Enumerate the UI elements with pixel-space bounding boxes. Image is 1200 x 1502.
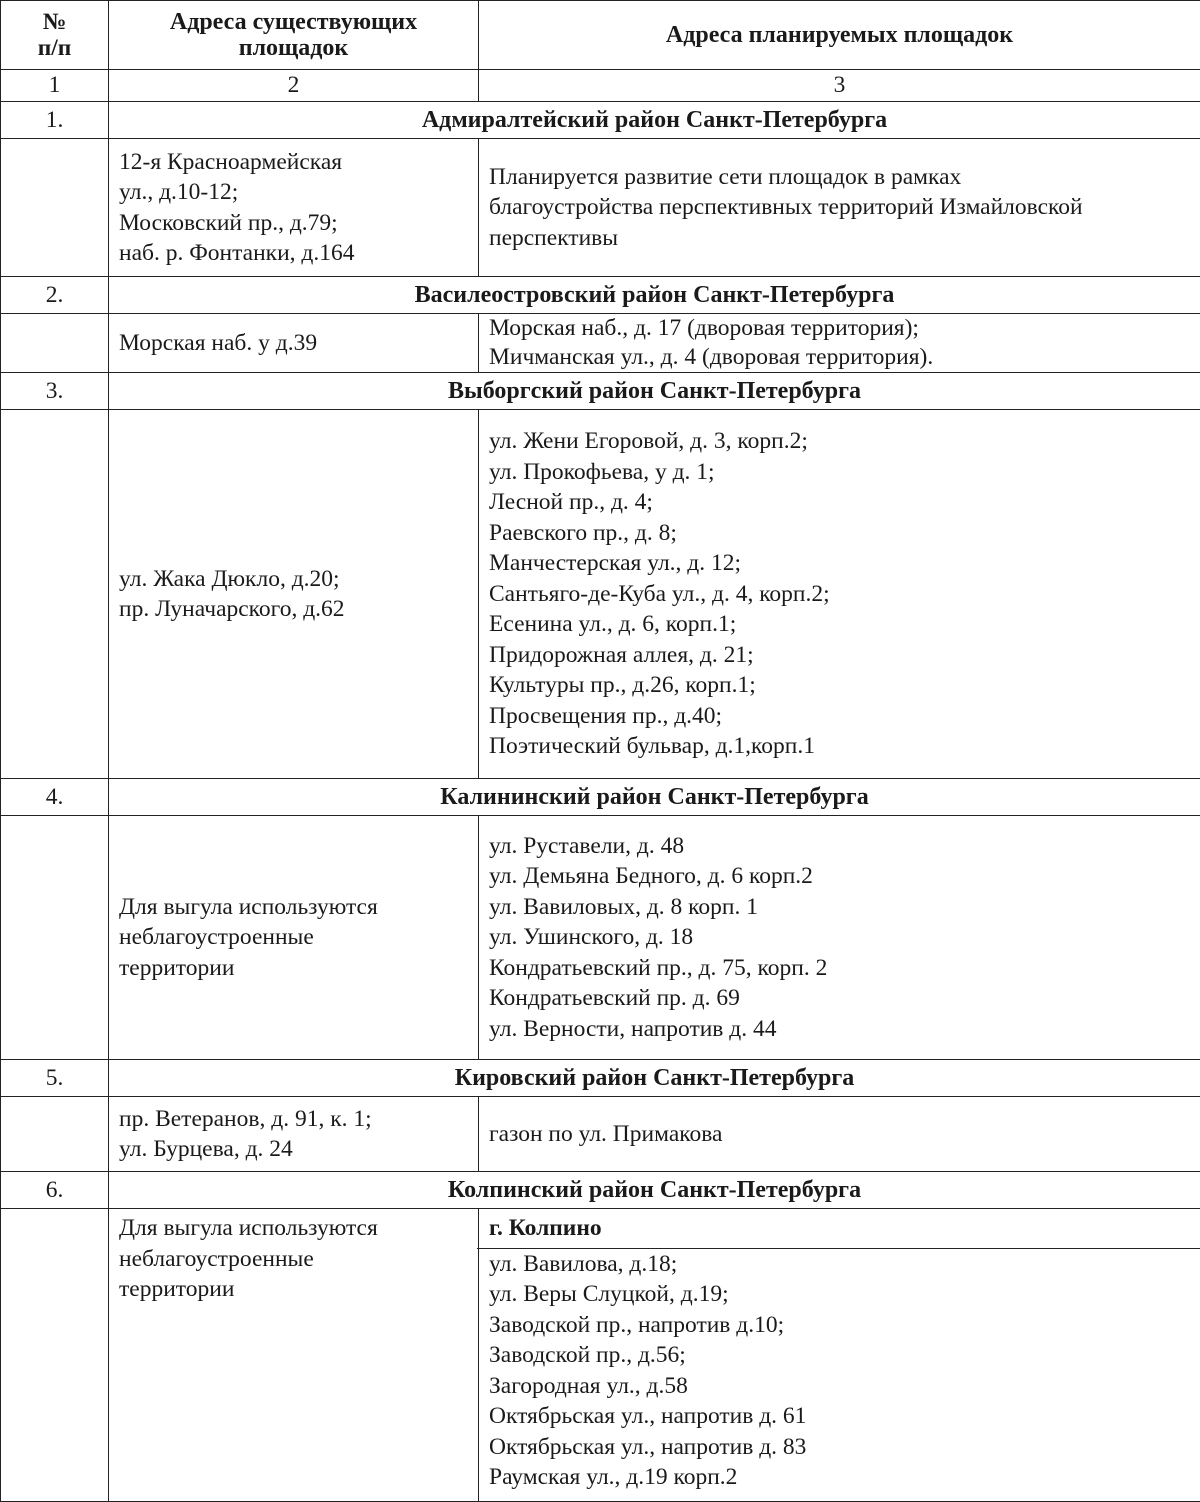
planned-addresses: Морская наб., д. 17 (дворовая территория); Мичманская ул., д. 4 (дворовая территория).	[479, 314, 1200, 373]
district-header-row	[1, 373, 1200, 410]
district-name: Адмиралтейский район Санкт-Петербурга	[109, 102, 1200, 139]
district-number: 4.	[1, 779, 109, 816]
district-data-row	[1, 314, 1200, 373]
column-number-2: 2	[109, 70, 479, 102]
empty-cell	[1, 1209, 109, 1502]
empty-cell	[1, 1097, 109, 1172]
district-data-row	[1, 410, 1200, 779]
district-header-row	[1, 1172, 1200, 1209]
district-data-row	[1, 1097, 1200, 1172]
existing-addresses: Для выгула используются неблагоустроенные территории	[109, 816, 479, 1060]
district-header-row	[1, 102, 1200, 139]
planned-addresses: ул. Руставели, д. 48 ул. Демьяна Бедного, д. 6 корп.2 ул. Вавиловых, д. 8 корп. 1 ул. Ушинского, д. 18 Кондратьевский пр., д. 75, корп. 2 Кондратьевский пр. д. 69 ул. Верности, напротив д. 44	[479, 816, 1200, 1060]
column-number-3: 3	[479, 70, 1200, 102]
planned-addresses: газон по ул. Примакова	[479, 1097, 1200, 1172]
district-name: Василеостровский район Санкт-Петербурга	[109, 277, 1200, 314]
district-number: 3.	[1, 373, 109, 410]
empty-cell	[1, 314, 109, 373]
district-number: 1.	[1, 102, 109, 139]
existing-addresses: пр. Ветеранов, д. 91, к. 1; ул. Бурцева, д. 24	[109, 1097, 479, 1172]
empty-cell	[1, 816, 109, 1060]
district-header-row	[1, 779, 1200, 816]
existing-addresses: Для выгула используются неблагоустроенные территории	[109, 1209, 479, 1502]
empty-cell	[1, 410, 109, 779]
existing-addresses: 12-я Красноармейская ул., д.10-12; Московский пр., д.79; наб. р. Фонтанки, д.164	[109, 139, 479, 277]
planned-addresses-block	[479, 1209, 1200, 1502]
district-data-row	[1, 139, 1200, 277]
header-existing-addresses: Адреса существующих площадок	[109, 1, 479, 70]
district-name: Калининский район Санкт-Петербурга	[109, 779, 1200, 816]
district-name: Колпинский район Санкт-Петербурга	[109, 1172, 1200, 1209]
header-number: № п/п	[1, 1, 109, 70]
planned-addresses: Планируется развитие сети площадок в рамках благоустройства перспективных территорий Измайловской перспективы	[479, 139, 1200, 277]
planned-addresses: ул. Жени Егоровой, д. 3, корп.2; ул. Прокофьева, у д. 1; Лесной пр., д. 4; Раевского пр., д. 8; Манчестерская ул., д. 12; Сантьяго-де-Куба ул., д. 4, корп.2; Есенина ул., д. 6, корп.1; Придорожная аллея, д. 21; Культуры пр., д.26, корп.1; Просвещения пр., д.40; Поэтический бульвар, д.1,корп.1	[479, 410, 1200, 779]
district-number: 6.	[1, 1172, 109, 1209]
district-header-row	[1, 1060, 1200, 1097]
planned-subheading: г. Колпино	[477, 1213, 1200, 1249]
district-name: Выборгский район Санкт-Петербурга	[109, 373, 1200, 410]
district-number: 2.	[1, 277, 109, 314]
district-header-row	[1, 277, 1200, 314]
district-number: 5.	[1, 1060, 109, 1097]
existing-addresses: ул. Жака Дюкло, д.20; пр. Луначарского, д.62	[109, 410, 479, 779]
district-name: Кировский район Санкт-Петербурга	[109, 1060, 1200, 1097]
table-header-row	[1, 1, 1200, 70]
header-planned-addresses: Адреса планируемых площадок	[479, 1, 1200, 70]
column-number-1: 1	[1, 70, 109, 102]
empty-cell	[1, 139, 109, 277]
column-numbers-row	[1, 70, 1200, 102]
existing-addresses: Морская наб. у д.39	[109, 314, 479, 373]
district-data-row	[1, 1209, 1200, 1502]
planned-addresses: ул. Вавилова, д.18; ул. Веры Слуцкой, д.19; Заводской пр., напротив д.10; Заводской пр., д.56; Загородная ул., д.58 Октябрьская ул., напротив д. 61 Октябрьская ул., напротив д. 83 Раумская ул., д.19 корп.2	[489, 1249, 1190, 1493]
district-data-row	[1, 816, 1200, 1060]
